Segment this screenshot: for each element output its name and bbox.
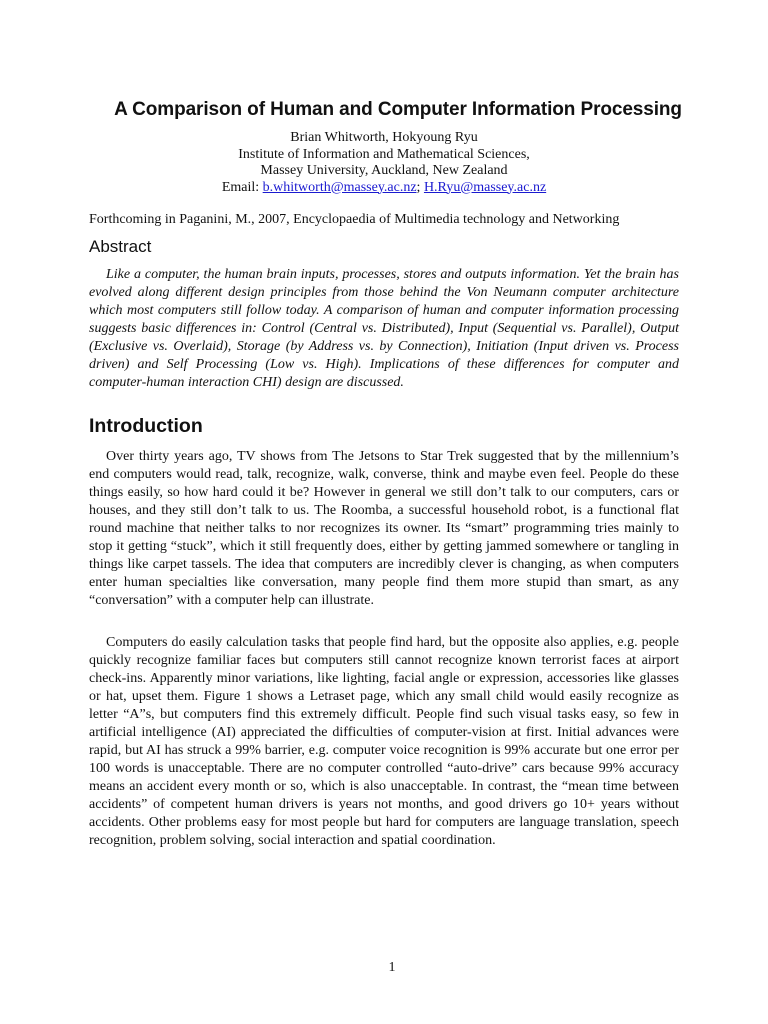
intro-paragraph-2: Computers do easily calculation tasks that people find hard, but the opposite also applies, e.g. people quickly recognize familiar faces but computers still cannot recognize known terrorist faces at airport check-ins. Apparently minor variations, like lighting, facial angle or expression, accessories like glasses or hat, upset them. Figure 1 shows a Letraset page, which any small child would easily recognize as letter “A”s, but computers find this extremely difficult. People find such visual tasks easy, so few in artificial intelligence (AI) appreciated the difficulties of computer-vision at first. Initial advances were rapid, but AI has struck a 99% barrier, e.g. computer voice recognition is 99% accurate but one error per 100 words is unacceptable. There are no computer controlled “auto-drive” cars because 99% accuracy means an accident every month or so, which is also unacceptable. In contrast, the “mean time between accidents” of competent human drivers is years not months, and good drivers go 10+ years without accidents. Other problems easy for most people but hard for computers are language translation, speech recognition, problem solving, social interaction and spatial coordination. (89, 635, 679, 848)
affiliation-line-1: Institute of Information and Mathematical Sciences, (238, 146, 530, 162)
intro-paragraph-1: Over thirty years ago, TV shows from The Jetsons to Star Trek suggested that by the millennium’s end computers would read, talk, recognize, walk, converse, think and maybe even feel. People do these things easily, so how hard could it be? However in general we still don’t talk to our computers, cars or houses, and they still don’t talk to us. The Roomba, a successful household robot, is a functional flat round machine that neither talks to nor recognizes its owner. Its “smart” programming tries mainly to stop it getting “stuck”, which it still frequently does, either by getting jammed somewhere or tangling in things like carpet tassels. The idea that computers are incredibly clever is changing, as when computers enter human specialties like conversation, many people find them more stupid than smart, as any “conversation” with a computer help can illustrate. (89, 449, 679, 608)
author-names: Brian Whitworth, Hokyoung Ryu (290, 130, 478, 145)
introduction-heading: Introduction (89, 415, 203, 437)
email-link-whitworth[interactable]: b.whitworth@massey.ac.nz (262, 179, 417, 195)
abstract-text: Like a computer, the human brain inputs, processes, stores and outputs information. Yet the brain has evolved along different design principles from those behind the Von Neumann computer architecture which most computers still follow today. A comparison of human and computer information processing suggests basic differences in: Control (Central vs. Distributed), Input (Sequential vs. Parallel), Output (Exclusive vs. Overlaid), Storage (by Address vs. by Connection), Initiation (Input driven vs. Process driven) and Self Processing (Low vs. High). Implications of these differences for computer and computer-human interaction CHI) design are discussed. (89, 267, 679, 390)
email-link-ryu[interactable]: H.Ryu@massey.ac.nz (423, 179, 547, 195)
email-separator: ; (416, 179, 424, 195)
abstract-heading: Abstract (89, 237, 152, 256)
affiliation-line-2: Massey University, Auckland, New Zealand (260, 163, 508, 178)
email-line (0, 180, 768, 197)
paper-title: A Comparison of Human and Computer Information Processing (114, 99, 682, 120)
author-block (0, 130, 768, 196)
page-number: 1 (388, 960, 396, 975)
publication-note: Forthcoming in Paganini, M., 2007, Encyclopaedia of Multimedia technology and Networking (89, 212, 620, 227)
email-label: Email: (221, 179, 263, 195)
